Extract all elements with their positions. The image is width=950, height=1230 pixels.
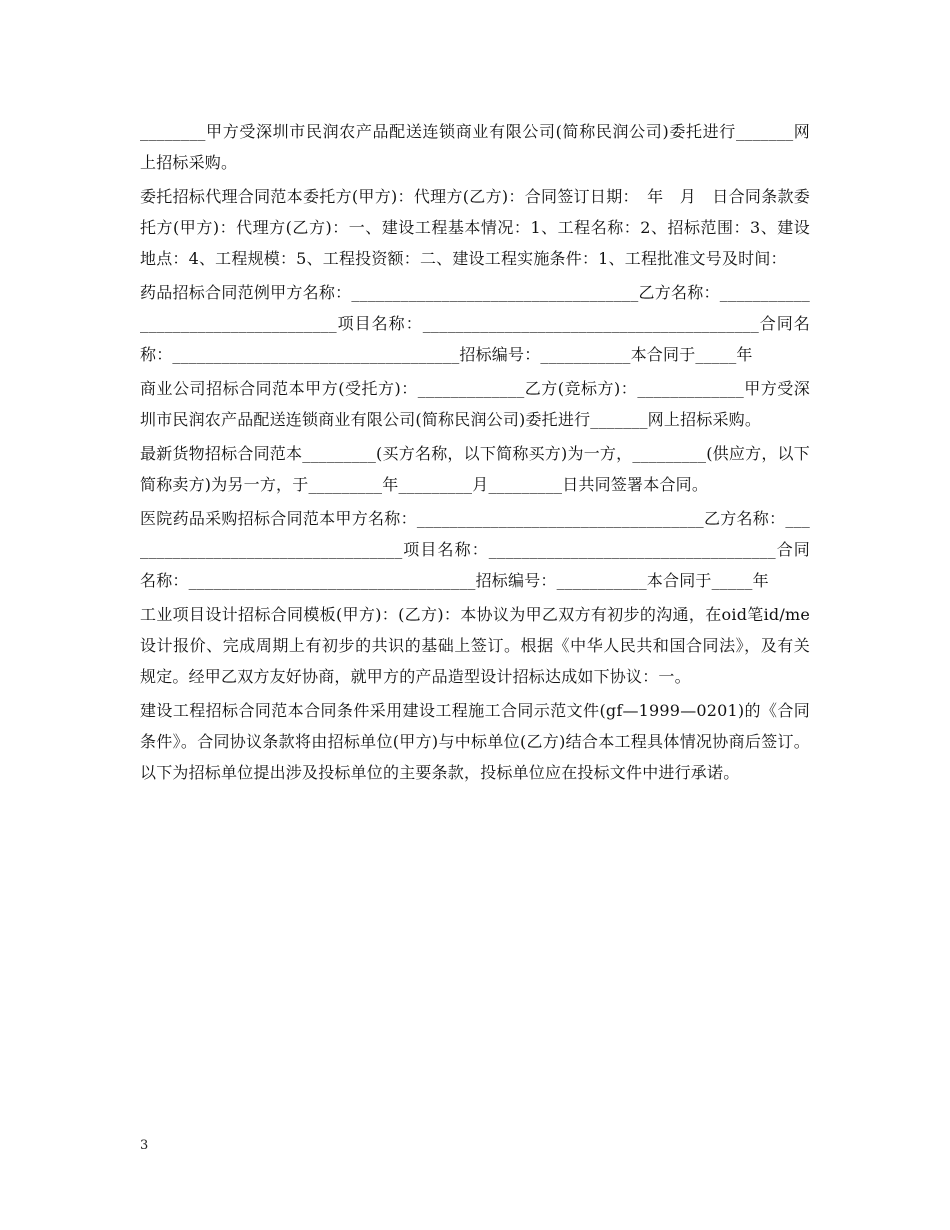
paragraph-5: 最新货物招标合同范本_________(买方名称，以下简称买方)为一方，_________(供应方，以下简称卖方)为另一方，于_________年_________月_________日共同签署本合同。 xyxy=(140,444,810,494)
paragraph-3: 药品招标合同范例甲方名称：___________________________________乙方名称：___________________________________项目名称：_________________________________________合同名称：___________________________________招标编号：___________本合同于_____年 xyxy=(140,283,810,364)
paragraph-8: 建设工程招标合同范本合同条件采用建设工程施工合同示范文件(gf—1999—0201)的《合同条件》。合同协议条款将由招标单位(甲方)与中标单位(乙方)结合本工程具体情况协商后签订。以下为招标单位提出涉及投标单位的主要条款，投标单位应在投标文件中进行承诺。 xyxy=(140,701,810,782)
paragraph-1: ________甲方受深圳市民润农产品配送连锁商业有限公司(简称民润公司)委托进行_______网上招标采购。 xyxy=(140,122,810,172)
page-number: 3 xyxy=(140,1138,149,1153)
paragraph-6: 医院药品采购招标合同范本甲方名称：___________________________________乙方名称：___________________________________项目名称：___________________________________合同名称：___________________________________招标编号：___________本合同于_____年 xyxy=(140,509,810,590)
paragraph-4: 商业公司招标合同范本甲方(受托方)：_____________乙方(竞标方)：_____________甲方受深圳市民润农产品配送连锁商业有限公司(简称民润公司)委托进行_______网上招标采购。 xyxy=(140,379,810,429)
paragraph-2: 委托招标代理合同范本委托方(甲方)：代理方(乙方)：合同签订日期： 年 月 日合同条款委托方(甲方)：代理方(乙方)：一、建设工程基本情况：1、工程名称：2、招标范围：3、建设地点：4、工程规模：5、工程投资额：二、建设工程实施条件：1、工程批准文号及时间： xyxy=(140,187,810,268)
paragraph-7: 工业项目设计招标合同模板(甲方)：(乙方)：本协议为甲乙双方有初步的沟通，在oid笔id/me设计报价、完成周期上有初步的共识的基础上签订。根据《中华人民共和国合同法》，及有关规定。经甲乙双方友好协商，就甲方的产品造型设计招标达成如下协议：一。 xyxy=(140,605,810,686)
document-body xyxy=(140,116,810,791)
